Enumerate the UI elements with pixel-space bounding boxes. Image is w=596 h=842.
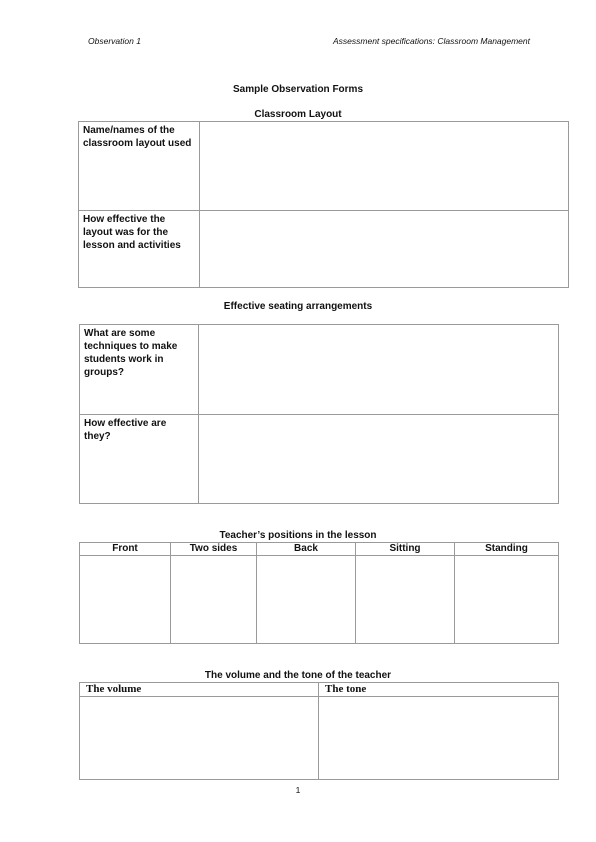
- techniques-effectiveness-question: How effective are they?: [80, 415, 199, 504]
- table-row: [80, 556, 559, 644]
- volume-title: The volume and the tone of the teacher: [204, 670, 392, 681]
- seating-title: Effective seating arrangements: [223, 301, 373, 312]
- sitting-cell[interactable]: [356, 556, 455, 644]
- col-back: Back: [257, 543, 356, 556]
- table-row: [79, 211, 569, 288]
- two-sides-cell[interactable]: [171, 556, 257, 644]
- classroom-layout-title: Classroom Layout: [254, 109, 342, 120]
- volume-cell[interactable]: [80, 697, 319, 780]
- header-right: Assessment specifications: Classroom Management: [333, 36, 530, 46]
- group-techniques-question: What are some techniques to make students work in groups?: [80, 325, 199, 415]
- col-front: Front: [80, 543, 171, 556]
- techniques-effectiveness-answer[interactable]: [199, 415, 559, 504]
- positions-table: [79, 542, 559, 644]
- classroom-layout-table: [78, 121, 569, 288]
- col-sitting: Sitting: [356, 543, 455, 556]
- col-tone: The tone: [319, 683, 559, 697]
- header-left: Observation 1: [88, 36, 141, 46]
- standing-cell[interactable]: [455, 556, 559, 644]
- layout-effectiveness-answer[interactable]: [200, 211, 569, 288]
- col-volume: The volume: [80, 683, 319, 697]
- layout-name-answer[interactable]: [200, 122, 569, 211]
- table-row: [80, 697, 559, 780]
- tone-cell[interactable]: [319, 697, 559, 780]
- positions-title: Teacher’s positions in the lesson: [219, 530, 377, 541]
- group-techniques-answer[interactable]: [199, 325, 559, 415]
- table-row: [79, 122, 569, 211]
- table-header-row: [80, 683, 559, 697]
- back-cell[interactable]: [257, 556, 356, 644]
- col-two-sides: Two sides: [171, 543, 257, 556]
- col-standing: Standing: [455, 543, 559, 556]
- front-cell[interactable]: [80, 556, 171, 644]
- table-row: [80, 415, 559, 504]
- layout-name-question: Name/names of the classroom layout used: [79, 122, 200, 211]
- table-header-row: [80, 543, 559, 556]
- page-number: 1: [295, 785, 301, 795]
- page-title: Sample Observation Forms: [232, 84, 364, 95]
- seating-table: [79, 324, 559, 504]
- table-row: [80, 325, 559, 415]
- volume-table: [79, 682, 559, 780]
- layout-effectiveness-question: How effective the layout was for the lesson and activities: [79, 211, 200, 288]
